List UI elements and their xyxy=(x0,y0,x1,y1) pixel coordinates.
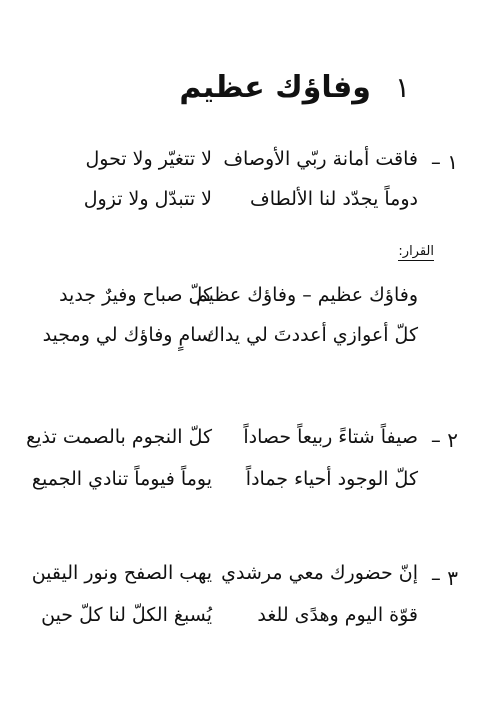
stanza-3-line-1-right: إنّ حضورك معي مرشدي xyxy=(221,562,418,584)
chorus-line-2-right: كلّ أعوازي أعددتَ لي يداك xyxy=(203,324,418,346)
stanza-2-line-1-left: كلّ النجوم بالصمت تذيع xyxy=(26,426,212,448)
stanza-2-line-2-right: كلّ الوجود أحياء جماداً xyxy=(245,468,418,490)
stanza-3-number: ٣ – xyxy=(430,566,458,590)
hymn-title-text: وفاؤك عظيم xyxy=(179,69,371,105)
stanza-1-number: ١ – xyxy=(430,150,458,174)
chorus-line-2-left: سامٍ وفاؤك لي ومجيد xyxy=(42,324,212,346)
stanza-2-line-2-left: يوماً فيوماً تنادي الجميع xyxy=(31,468,212,490)
stanza-1-line-1-left: لا تتغيّر ولا تحول xyxy=(85,148,212,170)
chorus-line-1-left: كلّ صباح وفيرٌ جديد xyxy=(59,284,212,306)
stanza-1-line-2-left: لا تتبدّل ولا تزول xyxy=(83,188,212,210)
hymn-title xyxy=(150,62,410,112)
stanza-1-line-1-right: فاقت أمانة ربّي الأوصاف xyxy=(223,148,418,170)
stanza-2-line-1-right: صيفاً شتاءً ربيعاً حصاداً xyxy=(243,426,418,448)
chorus-line-1-right: وفاؤك عظيم – وفاؤك عظيم xyxy=(195,284,418,306)
stanza-3-line-2-left: يُسبغ الكلّ لنا كلّ حين xyxy=(41,604,212,626)
hymn-number: ١ xyxy=(394,70,410,104)
stanza-3-line-1-left: يهب الصفح ونور اليقين xyxy=(31,562,212,584)
stanza-2-number: ٢ – xyxy=(430,428,458,452)
chorus-label: القرار: xyxy=(398,244,434,259)
stanza-3-line-2-right: قوّة اليوم وهدًى للغد xyxy=(257,604,418,626)
stanza-1-line-2-right: دوماً يجدّد لنا الألطاف xyxy=(250,188,418,210)
